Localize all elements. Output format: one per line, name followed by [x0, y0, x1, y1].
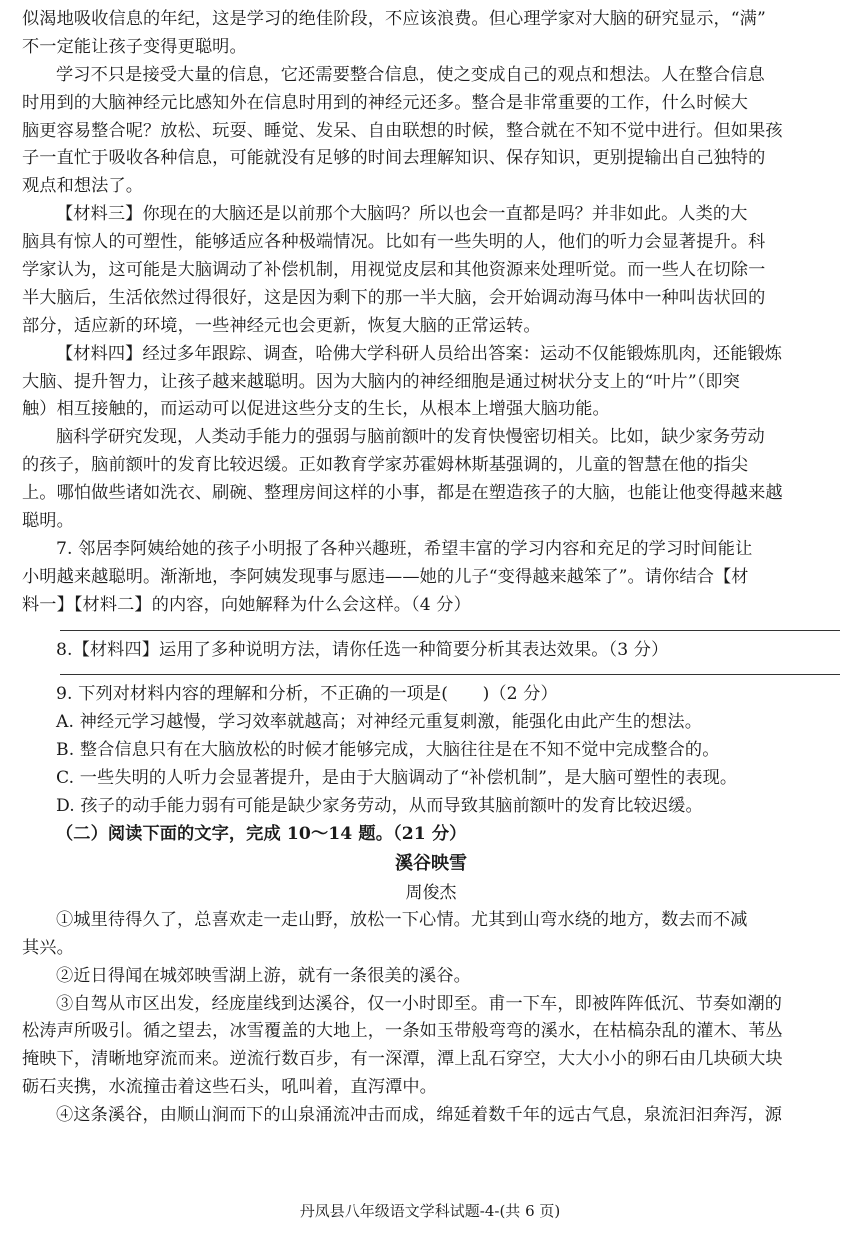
question-9-line: A. 神经元学习越慢，学习效率就越高；对神经元重复刺激，能强化由此产生的想法。	[56, 712, 702, 733]
question-9-line: B. 整合信息只有在大脑放松的时候才能够完成，大脑往往是在不知不觉中完成整合的。	[56, 740, 720, 761]
essay-line: 其兴。	[22, 937, 74, 958]
material-line: 似渴地吸收信息的年纪，这是学习的绝佳阶段，不应该浪费。但心理学家对大脑的研究显示，“满”	[22, 9, 766, 29]
question-9-line: C. 一些失明的人听力会显著提升，是由于大脑调动了“补偿机制”，是大脑可塑性的表现。	[56, 768, 738, 789]
answer-line-q8[interactable]	[60, 674, 840, 675]
material-line: 小明越来越聪明。渐渐地，李阿姨发现事与愿违——她的儿子“变得越来越笨了”。请你结合【材	[22, 566, 749, 587]
material-line: 上。哪怕做些诸如洗衣、刷碗、整理房间这样的小事，都是在塑造孩子的大脑，也能让他变得越来越	[22, 483, 783, 504]
page-content	[22, 6, 840, 1130]
answer-line-q7[interactable]	[60, 630, 840, 631]
material-line: 料一】【材料二】的内容，向她解释为什么会这样。（4 分）	[22, 594, 471, 615]
essay-line: 掩映下，清晰地穿流而来。逆流行数百步，有一深潭，潭上乱石穿空，大大小小的卵石由几块硕大块	[22, 1049, 783, 1070]
material-line: 触）相互接触的，而运动可以促进这些分支的生长，从根本上增强大脑功能。	[22, 399, 610, 420]
material-line: 聪明。	[22, 511, 74, 532]
material-line: 脑科学研究发现，人类动手能力的强弱与脑前额叶的发育快慢密切相关。比如，缺少家务劳动	[56, 427, 765, 448]
essay-text	[22, 907, 840, 1130]
material-line: 子一直忙于吸收各种信息，可能就没有足够的时间去理解知识、保存知识，更别提输出自己独特的	[22, 148, 766, 169]
question-9-line: 9. 下列对材料内容的理解和分析，不正确的一项是( )（2 分）	[56, 684, 558, 705]
reading-materials	[22, 6, 840, 620]
material-line: 【材料四】经过多年跟踪、调查，哈佛大学科研人员给出答案：运动不仅能锻炼肌肉，还能锻炼	[56, 343, 783, 364]
material-line: 脑更容易整合呢？放松、玩耍、睡觉、发呆、自由联想的时候，整合就在不知不觉中进行。但如果孩	[22, 120, 783, 141]
essay-author: 周俊杰	[405, 882, 457, 903]
material-line: 的孩子，脑前额叶的发育比较迟缓。正如教育学家苏霍姆林斯基强调的，儿童的智慧在他的指尖	[22, 455, 749, 476]
material-line: 不一定能让孩子变得更聪明。	[22, 36, 247, 57]
material-line: 半大脑后，生活依然过得很好，这是因为剩下的那一半大脑，会开始调动海马体中一种叫齿状回的	[22, 287, 766, 308]
material-line: 部分，适应新的环境，一些神经元也会更新，恢复大脑的正常运转。	[22, 315, 541, 336]
page-footer: 丹凤县八年级语文学科试题-4-(共 6 页)	[299, 1202, 561, 1220]
material-line: 7. 邻居李阿姨给她的孩子小明报了各种兴趣班，希望丰富的学习内容和充足的学习时间能让	[56, 538, 753, 559]
material-line: 学习不只是接受大量的信息，它还需要整合信息，使之变成自己的观点和想法。人在整合信息	[56, 64, 765, 85]
material-line: 【材料三】你现在的大脑还是以前那个大脑吗？所以也会一直都是吗？并非如此。人类的大	[56, 204, 748, 225]
question-9	[22, 681, 840, 820]
material-line: 学家认为，这可能是大脑调动了补偿机制，用视觉皮层和其他资源来处理听觉。而一些人在切除一	[22, 260, 766, 281]
essay-line: 松涛声所吸引。循之望去，冰雪覆盖的大地上，一条如玉带般弯弯的溪水，在枯槁杂乱的灌木、苇丛	[22, 1021, 783, 1042]
section-heading: （二）阅读下面的文字，完成 10～14 题。（21 分）	[56, 823, 467, 844]
question-8: 8.【材料四】运用了多种说明方法，请你任选一种简要分析其表达效果。（3 分）	[56, 639, 669, 660]
question-9-line: D. 孩子的动手能力弱有可能是缺少家务劳动，从而导致其脑前额叶的发育比较迟缓。	[56, 796, 703, 817]
essay-line: ③自驾从市区出发，经庞崖线到达溪谷，仅一小时即至。甫一下车，即被阵阵低沉、节奏如潮的	[56, 993, 783, 1014]
material-line: 脑具有惊人的可塑性，能够适应各种极端情况。比如有一些失明的人，他们的听力会显著提升。科	[22, 232, 766, 253]
essay-line: ④这条溪谷，由顺山涧而下的山泉涌流冲击而成，绵延着数千年的远古气息，泉流汩汩奔泻，源	[56, 1105, 783, 1126]
essay-line: ①城里待得久了，总喜欢走一走山野，放松一下心情。尤其到山弯水绕的地方，数去而不减	[56, 909, 748, 930]
material-line: 观点和想法了。	[22, 176, 144, 197]
material-line: 大脑、提升智力，让孩子越来越聪明。因为大脑内的神经细胞是通过树状分支上的“叶片”（即突	[22, 371, 740, 392]
essay-title: 溪谷映雪	[395, 852, 467, 874]
essay-line: 砺石夹携，水流撞击着这些石头，吼叫着，直泻潭中。	[22, 1077, 437, 1098]
material-line: 时用到的大脑神经元比感知外在信息时用到的神经元还多。整合是非常重要的工作，什么时候大	[22, 92, 749, 113]
essay-line: ②近日得闻在城郊映雪湖上游，就有一条很美的溪谷。	[56, 965, 471, 986]
